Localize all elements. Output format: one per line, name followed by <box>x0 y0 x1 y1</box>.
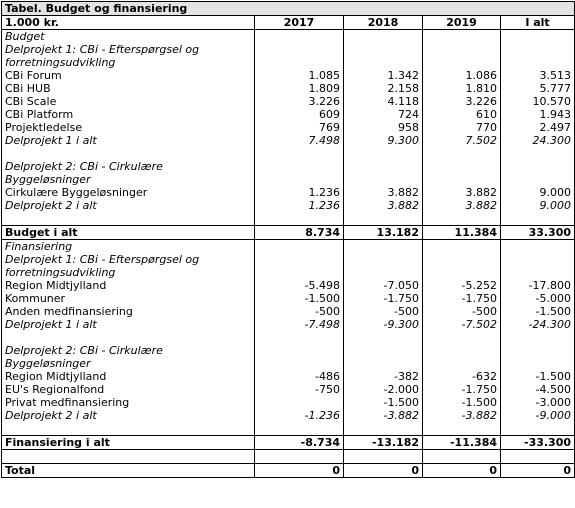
row-value: 4.118 <box>344 95 423 108</box>
row-value: -5.498 <box>255 279 344 292</box>
table-row <box>2 253 575 266</box>
unit-header: 1.000 kr. <box>2 16 255 30</box>
row-value <box>255 173 344 186</box>
row-value <box>501 450 575 464</box>
row-value: -3.000 <box>501 396 575 409</box>
table-row <box>2 396 575 409</box>
row-value <box>423 160 501 173</box>
row-value: -11.384 <box>423 436 501 450</box>
row-label <box>2 331 255 344</box>
row-value <box>501 212 575 226</box>
row-value: -24.300 <box>501 318 575 331</box>
row-value <box>423 331 501 344</box>
spacer-row <box>2 450 575 464</box>
row-value <box>255 266 344 279</box>
budget-table-container <box>1 1 574 478</box>
row-value <box>255 450 344 464</box>
row-value: 1.342 <box>344 69 423 82</box>
row-value <box>501 173 575 186</box>
row-value <box>344 43 423 56</box>
row-value: -1.500 <box>423 396 501 409</box>
row-value <box>255 56 344 69</box>
row-label: Region Midtjylland <box>2 279 255 292</box>
row-value: -33.300 <box>501 436 575 450</box>
row-value <box>255 253 344 266</box>
row-value: 1.236 <box>255 186 344 199</box>
row-value: 0 <box>423 464 501 478</box>
table-row <box>2 436 575 450</box>
row-value: -3.882 <box>423 409 501 422</box>
row-value <box>423 422 501 436</box>
row-value: -8.734 <box>255 436 344 450</box>
row-value: -5.252 <box>423 279 501 292</box>
spacer-row <box>2 422 575 436</box>
row-value: 0 <box>501 464 575 478</box>
row-label: Privat medfinansiering <box>2 396 255 409</box>
table-row <box>2 240 575 254</box>
row-value <box>255 212 344 226</box>
row-value: -382 <box>344 370 423 383</box>
row-value: -500 <box>255 305 344 318</box>
table-row <box>2 160 575 173</box>
row-value: -4.500 <box>501 383 575 396</box>
table-row <box>2 186 575 199</box>
row-value: -1.500 <box>501 370 575 383</box>
row-value: -500 <box>344 305 423 318</box>
row-value <box>344 173 423 186</box>
row-value <box>344 253 423 266</box>
row-value: 3.513 <box>501 69 575 82</box>
row-label: Finansiering i alt <box>2 436 255 450</box>
table-row <box>2 292 575 305</box>
table-row <box>2 43 575 56</box>
row-value: -7.498 <box>255 318 344 331</box>
row-label: CBi Forum <box>2 69 255 82</box>
spacer-row <box>2 331 575 344</box>
row-value: -1.500 <box>255 292 344 305</box>
budget-table <box>1 1 575 478</box>
table-row <box>2 305 575 318</box>
row-value <box>255 331 344 344</box>
row-label: forretningsudvikling <box>2 56 255 69</box>
table-row <box>2 266 575 279</box>
row-value: 8.734 <box>255 226 344 240</box>
row-value: 2.497 <box>501 121 575 134</box>
row-label: Budget i alt <box>2 226 255 240</box>
row-value <box>255 30 344 44</box>
row-value <box>423 240 501 254</box>
table-row <box>2 56 575 69</box>
row-value: 11.384 <box>423 226 501 240</box>
table-row <box>2 383 575 396</box>
row-label <box>2 422 255 436</box>
row-value: -1.500 <box>344 396 423 409</box>
row-label: Cirkulære Byggeløsninger <box>2 186 255 199</box>
table-header-row <box>2 16 575 30</box>
row-value <box>501 357 575 370</box>
row-value: -1.750 <box>344 292 423 305</box>
row-value: 9.000 <box>501 199 575 212</box>
year-header-2018: 2018 <box>344 16 423 30</box>
row-value <box>501 253 575 266</box>
row-value: 1.236 <box>255 199 344 212</box>
row-value <box>423 357 501 370</box>
row-label: Region Midtjylland <box>2 370 255 383</box>
row-label: Projektledelse <box>2 121 255 134</box>
row-value: 13.182 <box>344 226 423 240</box>
row-value: 24.300 <box>501 134 575 147</box>
row-label: Byggeløsninger <box>2 173 255 186</box>
row-value: 1.809 <box>255 82 344 95</box>
row-label: forretningsudvikling <box>2 266 255 279</box>
row-value <box>344 422 423 436</box>
table-row <box>2 409 575 422</box>
table-row <box>2 318 575 331</box>
row-value: 0 <box>255 464 344 478</box>
total-header: I alt <box>501 16 575 30</box>
row-value <box>344 56 423 69</box>
row-value <box>423 43 501 56</box>
row-value: 33.300 <box>501 226 575 240</box>
row-value: -500 <box>423 305 501 318</box>
row-value <box>501 266 575 279</box>
row-value: 7.498 <box>255 134 344 147</box>
table-row <box>2 82 575 95</box>
table-row <box>2 279 575 292</box>
row-value <box>344 30 423 44</box>
row-value: 1.086 <box>423 69 501 82</box>
row-value: 10.570 <box>501 95 575 108</box>
row-value <box>423 147 501 160</box>
row-label <box>2 212 255 226</box>
row-label: Byggeløsninger <box>2 357 255 370</box>
row-value <box>501 160 575 173</box>
row-value <box>423 266 501 279</box>
table-row <box>2 357 575 370</box>
row-value <box>255 160 344 173</box>
row-value: 9.000 <box>501 186 575 199</box>
row-label: Budget <box>2 30 255 44</box>
row-value <box>501 240 575 254</box>
row-value <box>423 253 501 266</box>
row-value: -2.000 <box>344 383 423 396</box>
row-label: EU's Regionalfond <box>2 383 255 396</box>
row-value <box>344 331 423 344</box>
row-value <box>344 212 423 226</box>
row-value: -17.800 <box>501 279 575 292</box>
row-value <box>501 30 575 44</box>
row-value <box>501 43 575 56</box>
row-label: Anden medfinansiering <box>2 305 255 318</box>
row-value: -1.500 <box>501 305 575 318</box>
row-value <box>501 344 575 357</box>
row-label: Delprojekt 1: CBi - Efterspørgsel og <box>2 253 255 266</box>
row-value <box>344 266 423 279</box>
row-label: Kommuner <box>2 292 255 305</box>
row-value <box>255 357 344 370</box>
row-value: 1.943 <box>501 108 575 121</box>
row-value <box>255 147 344 160</box>
row-value: 3.226 <box>255 95 344 108</box>
spacer-row <box>2 212 575 226</box>
row-value: 3.226 <box>423 95 501 108</box>
table-row <box>2 69 575 82</box>
table-row <box>2 226 575 240</box>
table-row <box>2 370 575 383</box>
row-value: -632 <box>423 370 501 383</box>
row-label <box>2 450 255 464</box>
row-value: 3.882 <box>423 199 501 212</box>
table-title: Tabel. Budget og finansiering <box>2 2 575 16</box>
row-value <box>344 450 423 464</box>
row-label: Delprojekt 2: CBi - Cirkulære <box>2 344 255 357</box>
table-row <box>2 134 575 147</box>
row-value: -3.882 <box>344 409 423 422</box>
row-value <box>423 30 501 44</box>
year-header-2019: 2019 <box>423 16 501 30</box>
row-value: 609 <box>255 108 344 121</box>
row-value: -1.750 <box>423 383 501 396</box>
row-label: Finansiering <box>2 240 255 254</box>
table-title-row <box>2 2 575 16</box>
row-label: Total <box>2 464 255 478</box>
row-value: -9.300 <box>344 318 423 331</box>
row-label: Delprojekt 1 i alt <box>2 318 255 331</box>
row-value: 958 <box>344 121 423 134</box>
row-value: 0 <box>344 464 423 478</box>
table-row <box>2 95 575 108</box>
row-value <box>501 147 575 160</box>
row-label: Delprojekt 1 i alt <box>2 134 255 147</box>
row-value <box>344 160 423 173</box>
row-value: 3.882 <box>344 186 423 199</box>
row-label: CBi Scale <box>2 95 255 108</box>
row-value <box>255 422 344 436</box>
row-value: -7.502 <box>423 318 501 331</box>
row-value: 1.810 <box>423 82 501 95</box>
row-value: 9.300 <box>344 134 423 147</box>
row-value: -7.050 <box>344 279 423 292</box>
row-value <box>423 212 501 226</box>
row-value <box>344 240 423 254</box>
row-value <box>501 422 575 436</box>
row-label: Delprojekt 1: CBi - Efterspørgsel og <box>2 43 255 56</box>
row-value <box>423 56 501 69</box>
row-value: -13.182 <box>344 436 423 450</box>
row-value: -9.000 <box>501 409 575 422</box>
row-label: CBi Platform <box>2 108 255 121</box>
row-value: -5.000 <box>501 292 575 305</box>
row-value: 3.882 <box>423 186 501 199</box>
row-value: 1.085 <box>255 69 344 82</box>
row-value: 610 <box>423 108 501 121</box>
row-value: 3.882 <box>344 199 423 212</box>
row-value <box>344 344 423 357</box>
row-value: 7.502 <box>423 134 501 147</box>
row-value <box>255 43 344 56</box>
table-row <box>2 199 575 212</box>
table-row <box>2 108 575 121</box>
row-value <box>344 357 423 370</box>
year-header-2017: 2017 <box>255 16 344 30</box>
row-value: 724 <box>344 108 423 121</box>
table-row <box>2 121 575 134</box>
row-value <box>255 240 344 254</box>
table-row <box>2 344 575 357</box>
row-value <box>423 173 501 186</box>
row-value <box>423 450 501 464</box>
row-value: -486 <box>255 370 344 383</box>
row-value <box>423 344 501 357</box>
row-value: -1.750 <box>423 292 501 305</box>
row-label <box>2 147 255 160</box>
row-value: 2.158 <box>344 82 423 95</box>
row-value <box>501 331 575 344</box>
row-value: 769 <box>255 121 344 134</box>
table-row <box>2 173 575 186</box>
row-value <box>255 396 344 409</box>
row-value: 770 <box>423 121 501 134</box>
row-label: CBi HUB <box>2 82 255 95</box>
spacer-row <box>2 147 575 160</box>
row-value <box>501 56 575 69</box>
row-value <box>344 147 423 160</box>
table-row <box>2 30 575 44</box>
row-label: Delprojekt 2: CBi - Cirkulære <box>2 160 255 173</box>
table-row <box>2 464 575 478</box>
table-body <box>2 30 575 478</box>
row-value: -1.236 <box>255 409 344 422</box>
row-label: Delprojekt 2 i alt <box>2 409 255 422</box>
row-value: 5.777 <box>501 82 575 95</box>
row-value <box>255 344 344 357</box>
row-label: Delprojekt 2 i alt <box>2 199 255 212</box>
row-value: -750 <box>255 383 344 396</box>
